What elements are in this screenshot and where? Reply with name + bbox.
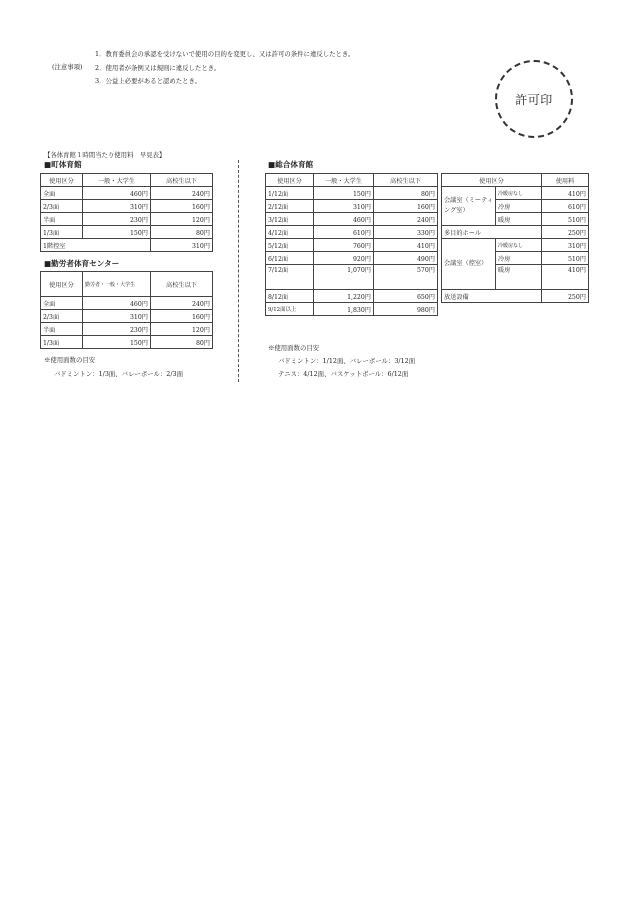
table-cell: 会議室（ミーティング室） — [442, 187, 496, 226]
table-cell: 120円 — [151, 323, 213, 336]
table-cell: 310円 — [83, 310, 151, 323]
table-cell: 570円 — [374, 265, 438, 290]
table-cell: 650円 — [374, 290, 438, 303]
table-cell: 230円 — [83, 323, 151, 336]
table-cell: 230円 — [83, 213, 151, 226]
table-cell: 240円 — [374, 213, 438, 226]
table-cell: 460円 — [83, 297, 151, 310]
center-title: ■勤労者体育センター — [44, 259, 120, 268]
table-row — [442, 187, 589, 200]
table-row — [41, 226, 213, 239]
table-cell: 冷房 — [496, 252, 542, 265]
header-cell: 使用区分 — [442, 174, 542, 187]
table-cell: 4/12面 — [266, 226, 314, 239]
table-cell: 410円 — [374, 239, 438, 252]
table-row — [266, 239, 438, 252]
table-cell: 1/12面 — [266, 187, 314, 200]
table-cell: 310円 — [83, 200, 151, 213]
note-item-2: 2．使用者が条例又は規則に違反したとき。 — [95, 64, 221, 72]
table-cell: 760円 — [314, 239, 374, 252]
table-cell: 920円 — [314, 252, 374, 265]
right-guide-line-1: バドミントン：1/12面、バレーボール：3/12面 — [278, 357, 416, 365]
right-guide-title: ※使用面数の目安 — [268, 344, 320, 352]
header-cell: 高校生以下 — [151, 174, 213, 187]
table-cell: 3/12面 — [266, 213, 314, 226]
table-cell: 1/3面 — [41, 336, 83, 349]
table-cell: 会議室（控室） — [442, 239, 496, 290]
left-guide-text: バドミントン：1/3面、バレーボール：2/3面 — [54, 370, 183, 378]
table-cell: 冷房 — [496, 200, 542, 213]
notes-label: (注意事項) — [52, 63, 83, 71]
section-title: 【各体育館１時間当たり使用料 早見表】 — [44, 151, 166, 159]
header-cell: 使用料 — [542, 174, 589, 187]
table-header-row — [41, 174, 213, 187]
table-cell: 1,220円 — [314, 290, 374, 303]
table-cell: 半面 — [41, 323, 83, 336]
table-cell: 460円 — [83, 187, 151, 200]
table-cell: 610円 — [314, 226, 374, 239]
header-cell: 高校生以下 — [151, 272, 213, 297]
table-cell: 80円 — [151, 336, 213, 349]
note-item-1: 1．教育委員会の承認を受けないで使用の目的を変更し、又は許可の条件に違反したとき。 — [95, 50, 355, 58]
rooms-table — [441, 173, 589, 303]
header-cell-text: 勤労者・一般・大学生 — [85, 281, 136, 288]
table-row — [266, 265, 438, 290]
table-row — [41, 297, 213, 310]
table-header-row — [266, 174, 438, 187]
table-cell: 610円 — [542, 200, 589, 213]
table-header-row — [442, 174, 589, 187]
table-cell: 160円 — [151, 310, 213, 323]
table-cell: 1/3面 — [41, 226, 83, 239]
general-gym-title: ■総合体育館 — [268, 160, 314, 169]
table-row — [442, 239, 589, 252]
table-cell: 490円 — [374, 252, 438, 265]
table-cell: 放送設備 — [442, 290, 542, 303]
general-gym-table — [265, 173, 438, 316]
table-cell: 410円 — [542, 265, 589, 290]
table-cell: 6/12面 — [266, 252, 314, 265]
table-cell: 240円 — [151, 187, 213, 200]
header-cell: 使用区分 — [41, 174, 83, 187]
table-cell: 冷暖房なし — [496, 187, 542, 200]
table-row — [266, 187, 438, 200]
table-row — [266, 290, 438, 303]
town-gym-table — [40, 173, 213, 252]
table-row — [442, 226, 589, 239]
table-cell: 150円 — [83, 336, 151, 349]
table-cell: 160円 — [374, 200, 438, 213]
table-header-row — [41, 272, 213, 297]
table-cell: 5/12面 — [266, 239, 314, 252]
table-cell: 80円 — [151, 226, 213, 239]
table-row — [41, 336, 213, 349]
table-cell: 240円 — [151, 297, 213, 310]
column-divider — [238, 160, 239, 382]
table-cell: 460円 — [314, 213, 374, 226]
table-cell: 310円 — [542, 239, 589, 252]
table-cell: 1,070円 — [314, 265, 374, 290]
right-guide-line-2: テニス：4/12面、バスケットボール：6/12面 — [278, 370, 409, 378]
table-cell: 310円 — [151, 239, 213, 252]
table-cell: 160円 — [151, 200, 213, 213]
table-row — [41, 187, 213, 200]
table-row — [41, 200, 213, 213]
table-cell: 80円 — [374, 187, 438, 200]
town-gym-title: ■町体育館 — [44, 160, 82, 169]
header-cell: 使用区分 — [41, 272, 83, 297]
header-cell: 使用区分 — [266, 174, 314, 187]
table-row — [442, 290, 589, 303]
table-cell: 冷暖房なし — [496, 239, 542, 252]
left-guide-title: ※使用面数の目安 — [44, 356, 96, 364]
table-cell: 8/12面 — [266, 290, 314, 303]
table-row — [41, 239, 213, 252]
table-row — [41, 323, 213, 336]
table-row — [41, 213, 213, 226]
stamp-label: 許可印 — [515, 92, 553, 107]
header-cell-wrap — [83, 272, 151, 297]
table-cell: 暖房 — [496, 265, 542, 290]
header-cell: 一般・大学生 — [314, 174, 374, 187]
header-cell: 高校生以下 — [374, 174, 438, 187]
table-cell: 510円 — [542, 252, 589, 265]
table-cell: 510円 — [542, 213, 589, 226]
table-cell: 2/3面 — [41, 200, 83, 213]
table-cell: 310円 — [314, 200, 374, 213]
table-cell: 多目的ホール — [442, 226, 542, 239]
center-table — [40, 271, 213, 349]
header-cell: 一般・大学生 — [83, 174, 151, 187]
table-cell: 1,830円 — [314, 303, 374, 316]
table-cell: 7/12面 — [266, 265, 314, 290]
table-row — [266, 213, 438, 226]
table-row — [266, 303, 438, 316]
table-row — [266, 252, 438, 265]
table-cell: 330円 — [374, 226, 438, 239]
table-cell: 全面 — [41, 297, 83, 310]
table-row — [266, 226, 438, 239]
table-cell: 250円 — [542, 226, 589, 239]
note-item-3: 3．公益上必要があると認めたとき。 — [95, 77, 202, 85]
table-cell: 250円 — [542, 290, 589, 303]
table-cell: 1階控室 — [41, 239, 151, 252]
table-cell: 410円 — [542, 187, 589, 200]
table-cell: 120円 — [151, 213, 213, 226]
table-cell: 2/12面 — [266, 200, 314, 213]
table-row — [266, 200, 438, 213]
table-cell: 150円 — [83, 226, 151, 239]
permission-stamp — [495, 60, 573, 138]
table-cell: 2/3面 — [41, 310, 83, 323]
table-cell: 9/12面以上 — [266, 303, 314, 316]
table-cell: 150円 — [314, 187, 374, 200]
table-cell: 半面 — [41, 213, 83, 226]
table-cell: 980円 — [374, 303, 438, 316]
table-row — [41, 310, 213, 323]
table-cell: 全面 — [41, 187, 83, 200]
table-cell: 暖房 — [496, 213, 542, 226]
